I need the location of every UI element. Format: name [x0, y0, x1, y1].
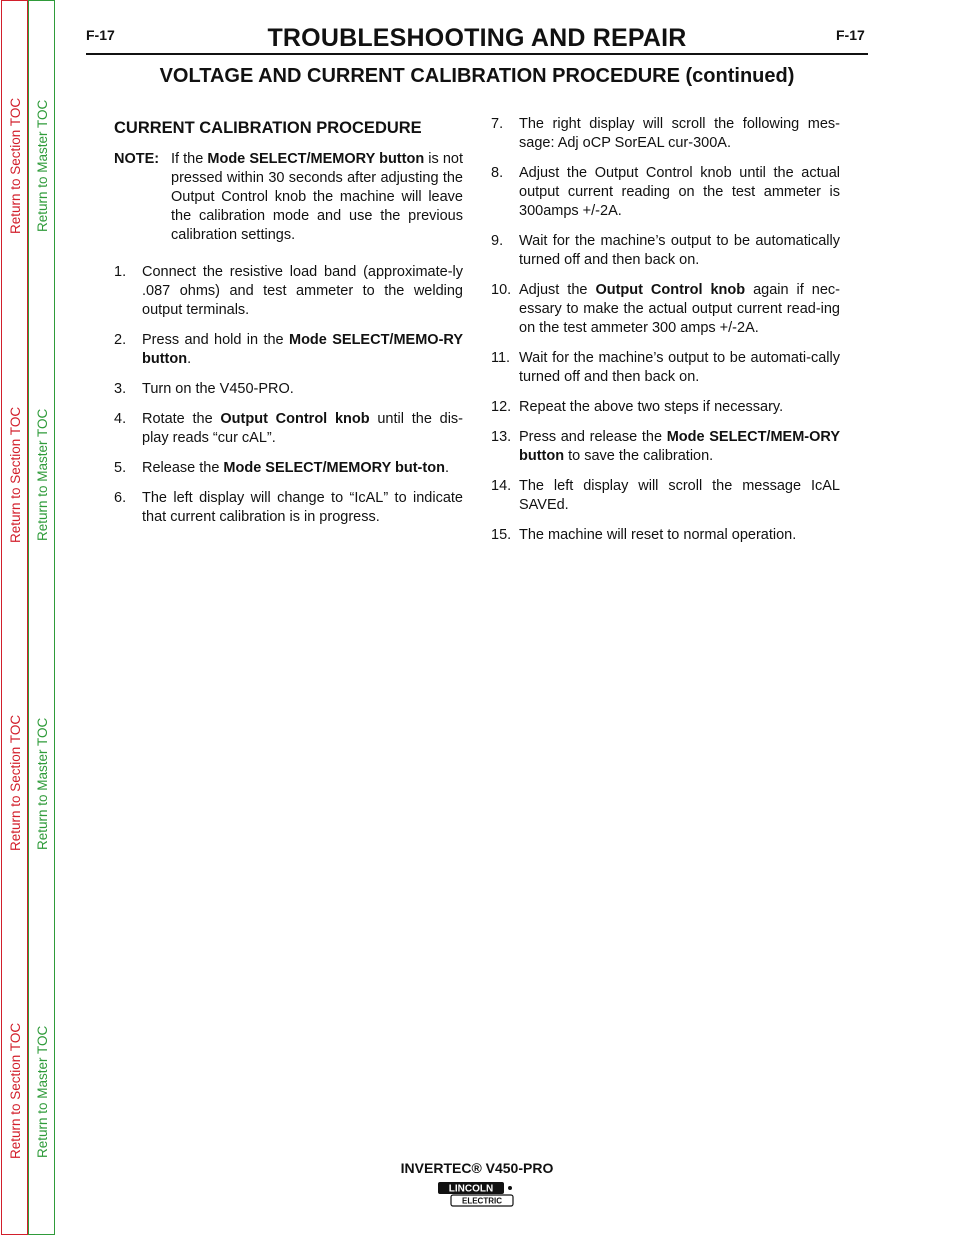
page-number-right: F-17: [836, 27, 865, 43]
list-item: 9. Wait for the machine’s output to be automatically turned off and then back on.: [491, 233, 840, 268]
page-number-left: F-17: [86, 27, 115, 43]
section-heading: CURRENT CALIBRATION PROCEDURE: [114, 119, 422, 137]
list-item: 6. The left display will change to “IcAL” to indicate that current calibration is in progress.: [114, 490, 463, 525]
lincoln-electric-logo: [437, 1180, 517, 1208]
return-to-section-toc-link[interactable]: Return to Section TOC: [8, 714, 23, 851]
list-item: 11. Wait for the machine’s output to be automati-cally turned off and then back on.: [491, 350, 840, 385]
return-to-master-toc-link[interactable]: Return to Master TOC: [35, 1025, 50, 1158]
svg-text:LINCOLN: LINCOLN: [448, 1183, 494, 1195]
list-item: 2. Press and hold in the Mode SELECT/MEMO-RY button.: [114, 332, 464, 367]
return-to-master-toc-link[interactable]: Return to Master TOC: [35, 717, 50, 850]
return-to-master-toc-link[interactable]: Return to Master TOC: [35, 408, 50, 541]
page-subtitle: VOLTAGE AND CURRENT CALIBRATION PROCEDURE (continued): [159, 65, 795, 87]
note-block: [114, 150, 463, 245]
master-toc-sidebar: [28, 0, 55, 1235]
list-item: 5. Release the Mode SELECT/MEMORY but-ton.: [114, 460, 449, 476]
section-toc-sidebar: [1, 0, 28, 1235]
list-item: 12. Repeat the above two steps if necessary.: [491, 399, 784, 415]
note-text: If the Mode SELECT/MEMORY button is not pressed within 30 seconds after adjusting the Output Control knob the machine will leave the calibration mode and use the previous calibration settings.: [171, 151, 463, 243]
return-to-section-toc-link[interactable]: Return to Section TOC: [8, 97, 23, 234]
list-item: 10. Adjust the Output Control knob again if nec-essary to make the actual output current read-ing on the test ammeter 300 amps +/-2A.: [491, 282, 841, 336]
list-item: 14. The left display will scroll the message IcAL SAVEd.: [491, 478, 840, 513]
header-divider: [86, 53, 868, 55]
list-item: 8. Adjust the Output Control knob until the actual output current reading on the test ammeter is 300amps +/-2A.: [491, 165, 840, 219]
list-item: 4. Rotate the Output Control knob until the dis-play reads “cur cAL”.: [114, 411, 463, 446]
note-label: NOTE:: [114, 151, 160, 167]
left-column: [114, 119, 463, 538]
return-to-section-toc-link[interactable]: Return to Section TOC: [8, 1022, 23, 1159]
return-to-master-toc-link[interactable]: Return to Master TOC: [35, 99, 50, 232]
list-item: 15. The machine will reset to normal operation.: [491, 527, 797, 543]
list-item: 1. Connect the resistive load band (approximate-ly .087 ohms) and test ammeter to the welding output terminals.: [114, 264, 463, 318]
list-item: 7. The right display will scroll the following mes-sage: Adj oCP SorEAL cur-300A.: [491, 116, 840, 151]
right-column: [491, 115, 840, 556]
list-item: 3. Turn on the V450-PRO.: [114, 381, 294, 397]
svg-text:ELECTRIC: ELECTRIC: [462, 1196, 502, 1206]
page-title: TROUBLESHOOTING AND REPAIR: [267, 24, 687, 52]
product-name: INVERTEC® V450-PRO: [400, 1160, 554, 1176]
return-to-section-toc-link[interactable]: Return to Section TOC: [8, 406, 23, 543]
list-item: 13. Press and release the Mode SELECT/MEM-ORY button to save the calibration.: [491, 429, 840, 464]
